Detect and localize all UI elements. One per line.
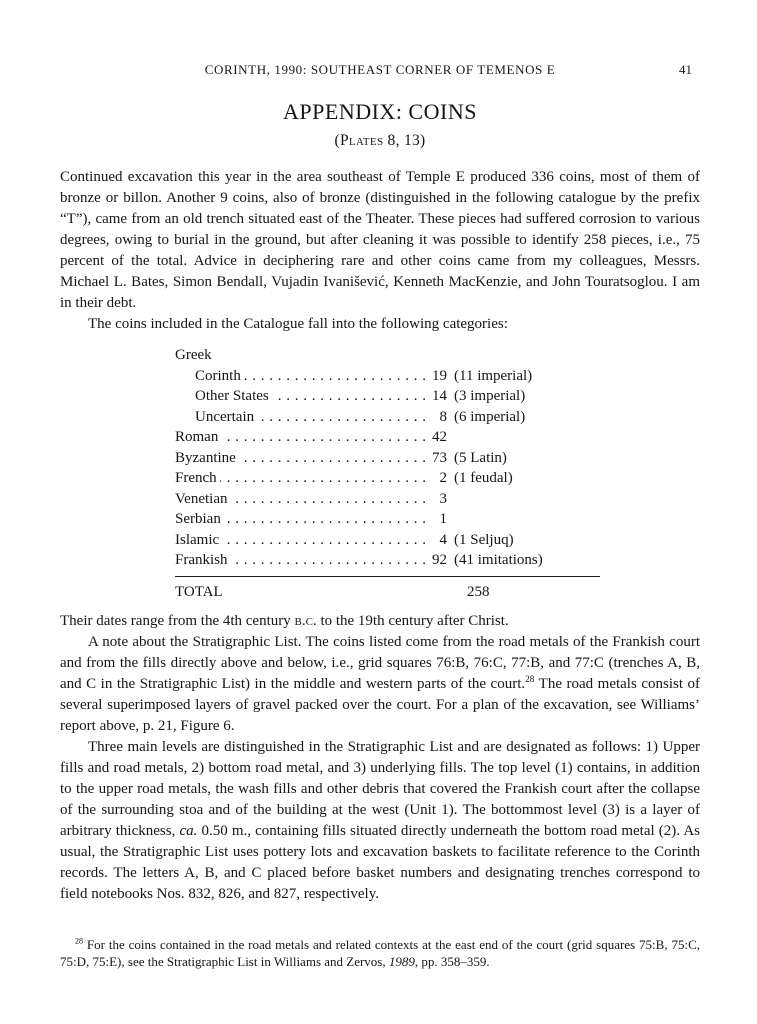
- coin-category-label: French: [175, 470, 217, 486]
- coin-category-row: [175, 509, 600, 530]
- coin-category-label: Islamic: [175, 531, 220, 548]
- body-text: [60, 167, 700, 905]
- dot-leader: [222, 530, 426, 551]
- paragraph-levels: Three main levels are distinguished in the Stratigraphic List and are designated as follows: 1) Upper fills and road metals, 2) bottom road metal, and 3) underlying fills. The top level (1) contains, in addition to the upper road metals, the wash fills and other debris that covered the Frankish court after the collapse of the surrounding stoa and of the building at the west (Unit 1). The bottommost level (3) is a layer of arbitrary thickness, ca. 0.50 m., containing fills situated directly underneath the bottom road metal (2). As usual, the Stratigraphic List uses pottery lots and excavation baskets to facilitate reference to the Corinth records. The letters A, B, and C placed before basket numbers and designating trenches correspond to field notebooks Nos. 832, 826, and 827, respectively.: [60, 738, 700, 902]
- paragraph-dates: Their dates range from the 4th century b.c. to the 19th century after Christ.: [60, 612, 509, 629]
- dot-leader: [224, 509, 426, 530]
- coin-row-main: [175, 407, 447, 428]
- coin-category-row: [175, 386, 600, 407]
- paragraph-categories-lead: The coins included in the Catalogue fall into the following categories:: [88, 316, 508, 332]
- coin-count-note: (41 imitations): [454, 552, 543, 568]
- coin-category-row: [175, 468, 600, 489]
- dot-leader: [272, 386, 426, 407]
- total-count: 258: [467, 583, 490, 600]
- dot-leader: [244, 366, 426, 387]
- coin-row-main: [175, 448, 447, 469]
- coin-category-row: [175, 489, 600, 510]
- coin-category-label: Serbian: [175, 511, 221, 527]
- coin-count-note: (3 imperial): [454, 388, 526, 404]
- coin-category-label: Venetian: [175, 490, 228, 507]
- coin-count: 19: [432, 367, 447, 384]
- coin-category-row: [175, 530, 600, 551]
- total-row: [175, 576, 600, 603]
- dot-leader: [231, 550, 427, 571]
- coin-count: 2: [439, 470, 447, 486]
- total-label: TOTAL: [175, 583, 223, 600]
- coin-count: 4: [439, 531, 447, 548]
- coin-category-label: Roman: [175, 429, 219, 445]
- coin-category-label: Frankish: [175, 552, 228, 568]
- coin-row-main: [175, 345, 447, 366]
- coin-category-row: [175, 427, 600, 448]
- coin-category-table: [175, 345, 600, 603]
- coin-row-main: [175, 468, 447, 489]
- coin-row-main: [175, 366, 447, 387]
- coin-count: 1: [439, 511, 447, 527]
- paragraph-intro: Continued excavation this year in the area southeast of Temple E produced 336 coins, most of them of bronze or billon. Another 9 coins, also of bronze (distinguished in the following catalogue by the prefix “T”), came from an old trench situated east of the Theater. These pieces had suffered corrosion to various degrees, owing to burial in the ground, but after cleaning it was possible to identify 258 pieces, i.e., 75 percent of the total. Advice in deciphering rare and other coins came from my colleagues, Messrs. Michael L. Bates, Simon Bendall, Vujadin Ivanišević, Kenneth MacKenzie, and John Touratsoglou. I am in their debt.: [60, 169, 700, 311]
- dot-leader: [239, 448, 426, 469]
- coin-category-label: Uncertain: [195, 408, 255, 425]
- coin-row-main: [175, 509, 447, 530]
- coin-category-row: [175, 448, 600, 469]
- coin-count: 14: [432, 388, 447, 404]
- running-head-title: CORINTH, 1990: SOUTHEAST CORNER OF TEMENOS E: [204, 62, 556, 77]
- dot-leader: [221, 427, 426, 448]
- coin-row-main: [175, 550, 447, 571]
- plates-subtitle: (Plates 8, 13): [334, 132, 426, 149]
- coin-category-label: Byzantine: [175, 449, 236, 466]
- paragraph-stratigraphic-note: A note about the Stratigraphic List. The coins listed come from the road metals of the Frankish court and from the fills directly above and below, i.e., grid squares 76:B, 76:C, 77:B, and 77:C (trenches A, B, and C in the Stratigraphic List) in the middle and western parts of the court.$^{28}$ The road metals consist of several superimposed layers of gravel packed over the court. For a plan of the excavation, see Williams’ report above, p. 21, Figure 6.: [60, 633, 700, 734]
- dot-leader: [230, 489, 426, 510]
- dot-leader: [257, 407, 426, 428]
- coin-category-row: [175, 407, 600, 428]
- coin-count-note: (1 Seljuq): [454, 531, 514, 548]
- coin-count: 8: [439, 408, 447, 425]
- coin-count: 73: [432, 449, 447, 466]
- coin-category-row: [175, 366, 600, 387]
- coin-category-row: [175, 550, 600, 571]
- coin-category-label: Other States: [195, 388, 269, 404]
- coin-row-main: [175, 530, 447, 551]
- coin-count: 3: [439, 490, 447, 507]
- coin-row-main: [175, 427, 447, 448]
- coin-category-row: [175, 345, 600, 366]
- appendix-title: APPENDIX: COINS: [283, 99, 477, 124]
- page-number: 41: [679, 62, 692, 77]
- coin-count-note: (1 feudal): [454, 470, 513, 486]
- coin-row-main: [175, 489, 447, 510]
- coin-category-label: Greek: [175, 347, 212, 363]
- coin-row-main: [175, 386, 447, 407]
- dot-leader: [220, 468, 426, 489]
- coin-count: 42: [432, 429, 447, 445]
- coin-count-note: (11 imperial): [454, 367, 533, 384]
- coin-count: 92: [432, 552, 447, 568]
- running-head: [60, 62, 700, 78]
- footnote-28: $^{28}$ For the coins contained in the road metals and related contexts at the east end of the court (grid squares 75:B, 75:C, 75:D, 75:E), see the Stratigraphic List in Williams and Zervos, 1989, pp. 358–359.: [60, 936, 700, 969]
- coin-category-label: Corinth: [195, 367, 241, 384]
- coin-count-note: (5 Latin): [454, 449, 507, 466]
- coin-count-note: (6 imperial): [454, 408, 526, 425]
